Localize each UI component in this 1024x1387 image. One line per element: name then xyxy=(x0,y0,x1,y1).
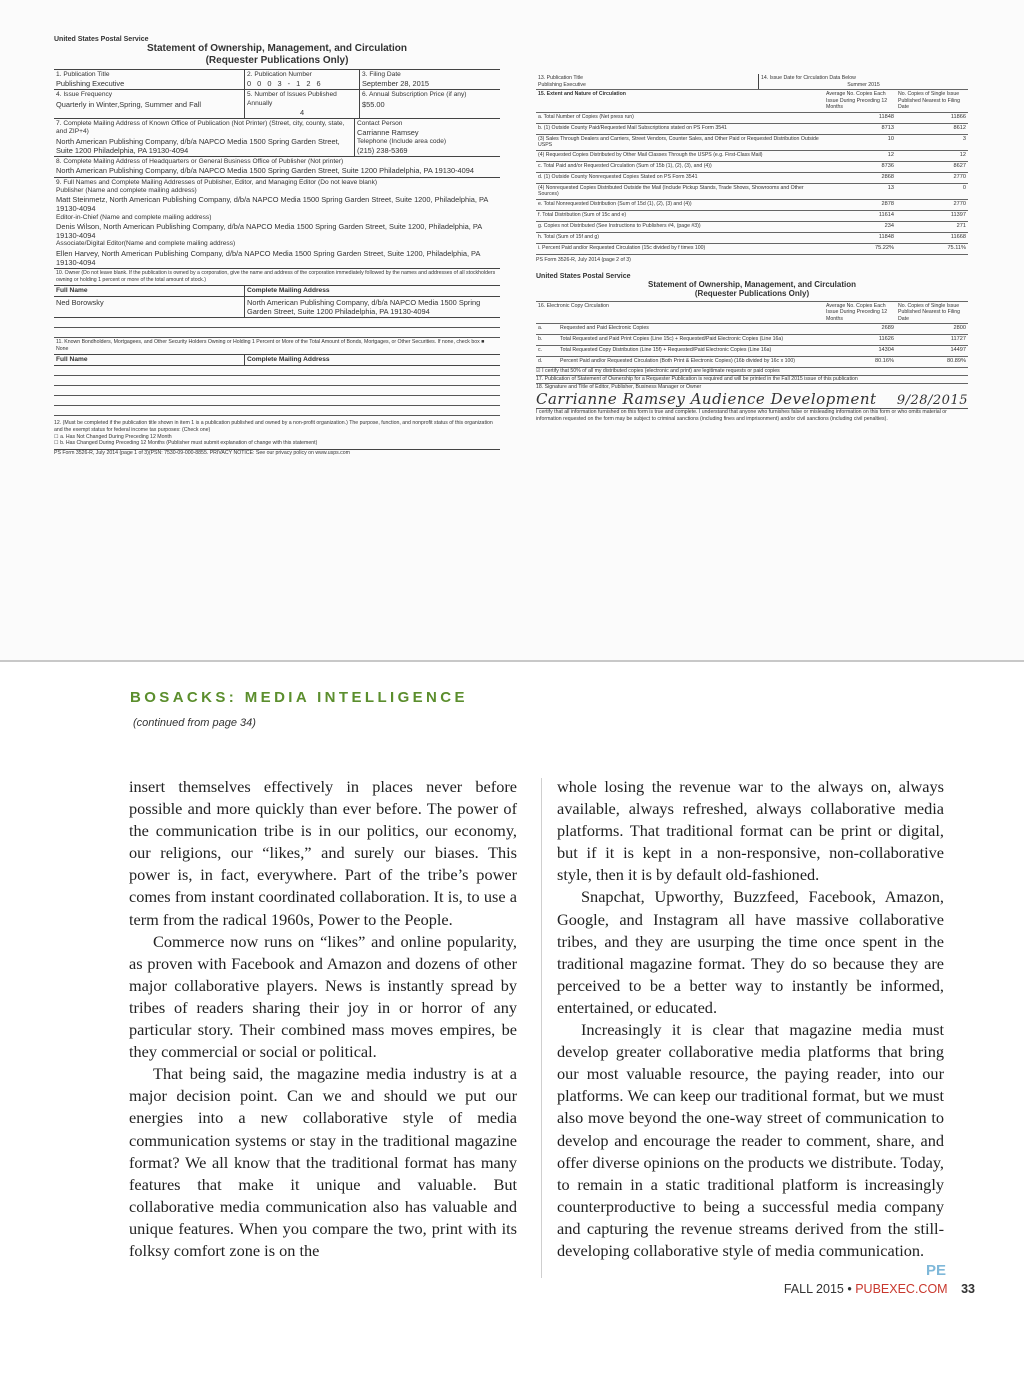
paragraph: That being said, the magazine media industry is at a major decision point. Can we and should we put our energies into a new collaborative style of media communication systems or stay in the traditional magazine format? We all know that the traditional format has many features that make it unique and valuable. But collaborative media communication also has valuable and unique features. When you compare the two, print with its folksy comfort zone is on the xyxy=(129,1064,517,1260)
form-row xyxy=(54,269,500,286)
paragraph: whole losing the revenue war to the always on, always available, always refreshed, always collaborative media platforms. That traditional format can be print or digital, but if it is kept in a non-responsive, non-collaborative style, then it is by default old-fashioned. xyxy=(557,777,944,885)
footer-site-link[interactable]: PUBEXEC.COM xyxy=(855,1282,948,1296)
row-letter: d. xyxy=(538,358,543,365)
row-label: g. Copies not Distributed (See Instructions to Publishers #4, (page #3)) xyxy=(538,222,701,229)
circulation-row xyxy=(536,124,968,135)
single-value: 14497 xyxy=(950,347,966,354)
single-value: 11866 xyxy=(950,113,966,120)
field-label: Telephone (Include area code) xyxy=(357,137,447,145)
form-title-line-2: (Requester Publications Only) xyxy=(205,54,349,66)
signature-row xyxy=(536,390,968,409)
none-label: None xyxy=(56,346,69,353)
field-value: Ellen Harvey, North American Publishing Company, d/b/a NAPCO Media 1500 Spring Garden Street, Suite 1200, Philadelphia, PA 19130-4094 xyxy=(56,248,480,267)
avg-value: 14304 xyxy=(878,347,894,354)
avg-value: 2689 xyxy=(881,325,894,332)
circulation-table xyxy=(536,113,968,255)
circulation-row xyxy=(536,244,968,255)
field-value: (215) 238-5369 xyxy=(357,145,408,155)
field-value: 0 0 0 3 - 1 2 6 xyxy=(247,79,323,89)
single-value: 271 xyxy=(956,222,966,229)
field-label: 6. Annual Subscription Price (if any) xyxy=(362,91,467,99)
avg-value: 8736 xyxy=(881,162,894,169)
circulation-row xyxy=(536,151,968,162)
page-2-note: PS Form 3526-R, July 2014 (page 2 of 3) xyxy=(536,256,631,263)
ownership-statement-scan xyxy=(0,0,1024,660)
pub-header-row xyxy=(536,74,968,90)
single-value: 80.89% xyxy=(947,358,966,365)
electronic-label: 16. Electronic Copy Circulation xyxy=(538,302,609,309)
signature-date: 9/28/2015 xyxy=(896,393,968,409)
article-column-left xyxy=(129,776,517,1262)
row-label: Requested and Paid Electronic Copies xyxy=(560,325,649,332)
avg-value: 80.16% xyxy=(875,358,894,365)
row-label: (4) Nonrequested Copies Distributed Outside the Mail (Include Pickup Stands, Trade Shows, Showrooms and Other Sources) xyxy=(538,184,804,197)
field-label: Editor-in-Chief (Name and complete mailing address) xyxy=(56,213,212,221)
field-label: 7. Complete Mailing Address of Known Office of Publication (Not Printer) (Street, city, county, state, and ZIP+4) xyxy=(56,120,345,136)
single-value: 2800 xyxy=(953,325,966,332)
circulation-row xyxy=(536,173,968,184)
row-label: b. (1) Outside County Paid/Requested Mail Subscriptions stated on PS Form 3541 xyxy=(538,124,727,131)
row-label: (4) Requested Copies Distributed by Other Mail Classes Through the USPS (e.g. First-Class Mail) xyxy=(538,151,763,158)
section-title: BOSACKS: MEDIA INTELLIGENCE xyxy=(130,689,468,706)
field-label: 13. Publication Title xyxy=(538,75,583,81)
row-label: f. Total Distribution (Sum of 15c and e) xyxy=(538,211,627,218)
avg-value: 2878 xyxy=(881,200,894,207)
electronic-table xyxy=(536,324,968,368)
form-title xyxy=(536,280,968,298)
single-value: 2770 xyxy=(953,173,966,180)
address-header: Complete Mailing Address xyxy=(247,355,330,363)
circulation-row xyxy=(536,200,968,211)
field-value: $55.00 xyxy=(362,99,385,109)
publication-label: 17. Publication of Statement of Ownership for a Requester Publication is required and will be printed in the Fall 2015 issue of this publication xyxy=(536,375,968,383)
single-value: 75.11% xyxy=(947,244,966,251)
field-value: Summer 2015 xyxy=(847,81,880,88)
field-value: North American Publishing Company, d/b/a NAPCO Media 1500 Spring Garden Street, Suite 1200 Philadelphia, PA 19130-4094 xyxy=(56,166,474,176)
form-row xyxy=(54,90,500,119)
field-value: 4 xyxy=(299,107,305,117)
extent-label: 15. Extent and Nature of Circulation xyxy=(538,91,626,97)
row-label: h. Total (Sum of 15f and g) xyxy=(538,233,600,240)
single-value: 3 xyxy=(962,135,966,142)
owner-table-header xyxy=(54,286,500,297)
column-divider xyxy=(541,778,542,1278)
form-fields xyxy=(54,69,500,457)
avg-value: 13 xyxy=(887,184,894,191)
electronic-header-row xyxy=(536,301,968,325)
paragraph: insert themselves effectively in places never before possible and more quickly than ever before. The power of the communication tribe is in our politics, our economy, our religions, our “likes,” and surely our biases. This power is, in fact, everywhere. Part of the tribe’s power comes from instant coordinated collaboration. It is, to use a term from the radical 1960s, Power to the People. xyxy=(129,777,517,929)
form-row xyxy=(54,178,500,269)
row-label: i. Percent Paid and/or Requested Circulation (15c divided by f times 100) xyxy=(538,244,706,251)
avg-value: 11848 xyxy=(878,233,894,240)
field-value: Denis Wilson, North American Publishing Company, d/b/a NAPCO Media 1500 Spring Garden Street, Suite 1200, Philadelphia, PA 19130-4094 xyxy=(56,221,482,241)
form-title-line-1: Statement of Ownership, Management, and Circulation xyxy=(647,280,857,290)
column-header-row xyxy=(536,90,968,113)
circulation-row xyxy=(536,162,968,173)
signature-label: 18. Signature and Title of Editor, Publisher, Business Manager or Owner xyxy=(536,383,968,391)
tax-option-a: ☐ a. Has Not Changed During Preceding 12 Month xyxy=(54,433,172,440)
single-value: 11727 xyxy=(950,336,966,343)
field-label: Publisher (Name and complete mailing address) xyxy=(56,186,197,194)
row-label: Total Requested and Paid Print Copies (Line 15c) + Requested/Paid Electronic Copies (Line 16a) xyxy=(560,336,784,343)
certify-checkbox-row: ☑ I certify that 50% of all my distributed copies (electronic and print) are legitimate requests or paid copies xyxy=(536,368,780,375)
field-value: Quarterly in Winter,Spring, Summer and Fall xyxy=(56,99,201,109)
field-label: 8. Complete Mailing Address of Headquarters or General Business Office of Publisher (Not printer) xyxy=(56,158,344,166)
paragraph: Commerce now runs on “likes” and online popularity, as proven with Facebook and Amazon and dozens of other major collaborative players. News is instantly spread by tribes of readers sharing their joy in or horror of any particular story. Their combined mass moves empires, be they commercial or social or political. xyxy=(129,931,517,1062)
circulation-row xyxy=(536,135,968,151)
paragraph: Snapchat, Upworthy, Buzzfeed, Facebook, Amazon, Google, and Instagram all have massive collaborative tribes, and they are usurping the time once spent in the traditional magazine format. They do so because they are perceived to be a better way to instantly be informed, entertained, or educated. xyxy=(557,887,944,1017)
avg-value: 11614 xyxy=(878,211,894,218)
single-value: 2770 xyxy=(953,200,966,207)
field-label: 9. Full Names and Complete Mailing Addresses of Publisher, Editor, and Managing Editor (Do not leave blank) xyxy=(56,178,378,186)
field-value: Carrianne Ramsey xyxy=(357,128,419,138)
form-row xyxy=(54,70,500,90)
single-value: 11668 xyxy=(950,233,966,240)
certify-text: I certify that all information furnished on this form is true and complete. I understand that anyone who furnishes false or misleading information on this form or who omits material or information requested on the form may be subject to criminal sanctions (including fines and imprisonment) and/or civil sanctions (including civil penalties). xyxy=(536,409,947,423)
circulation-row xyxy=(536,346,968,357)
page-divider xyxy=(0,660,1024,662)
form-row: 11. Known Bondholders, Mortgagees, and Other Security Holders Owning or Holding 1 Percent or More of the Total Amount of Bonds, Mortgages, or Other Securities. If none, check box ■ None xyxy=(54,338,500,355)
signature: Carrianne Ramsey Audience Development xyxy=(536,390,877,409)
single-value: 8612 xyxy=(953,124,966,131)
footer-issue: FALL 2015 xyxy=(783,1282,844,1296)
avg-value: 234 xyxy=(884,222,894,229)
page-footer xyxy=(784,1282,975,1296)
avg-value: 10 xyxy=(887,135,894,142)
row-label: Percent Paid and/or Requested Circulation (Both Print & Electronic Copies) (16b divided by 16c x 100) xyxy=(560,358,796,365)
single-value: 12 xyxy=(959,151,966,158)
owner-address: North American Publishing Company, d/b/a NAPCO Media 1500 Spring Garden Street, Suite 1200 Philadelphia, PA 19130-4094 xyxy=(247,297,481,317)
field-label: Contact Person xyxy=(357,120,403,128)
owner-instructions: 10. Owner (Do not leave blank. If the publication is owned by a corporation, give the name and address of the corporation immediately followed by the names and addresses of all stockholders owning or holding 1 percent or more of the total amount of stock.) xyxy=(56,270,496,283)
circulation-row xyxy=(536,335,968,346)
field-value: Publishing Executive xyxy=(56,79,125,89)
field-label: 14. Issue Date for Circulation Data Below xyxy=(761,75,856,81)
field-value: Matt Steinmetz, North American Publishing Company, d/b/a NAPCO Media 1500 Spring Garden Street, Suite 1200, Philadelphia, PA 19130-4094 xyxy=(56,195,488,214)
owner-name: Ned Borowsky xyxy=(54,297,245,318)
single-value: 0 xyxy=(962,184,966,191)
circulation-row xyxy=(536,184,968,200)
tax-status-label: 12. (Must be completed if the publication title shown in item 1 is a publication published and owned by a non-profit organization.) The purpose, function, and nonprofit status of this organization and the exempt status for federal income tax purposes: (Check one) xyxy=(54,420,493,433)
circulation-row xyxy=(536,211,968,222)
row-label: (3) Sales Through Dealers and Carriers, Street Vendors, Counter Sales, and Other Paid or Requested Distribution Outside USPS xyxy=(538,135,819,148)
statement-form-page-1 xyxy=(54,36,500,512)
single-column-header: No. Copies of Single Issue Published Nearest to Filing Date xyxy=(898,302,960,322)
avg-value: 2868 xyxy=(881,173,894,180)
full-name-header: Full Name xyxy=(54,286,245,296)
avg-value: 11626 xyxy=(878,336,894,343)
form-row xyxy=(54,119,500,157)
field-value: Publishing Executive xyxy=(538,81,586,88)
owner-table-header xyxy=(54,355,500,366)
single-column-header: No. Copies of Single Issue Published Nearest to Filing Date xyxy=(898,91,960,110)
end-mark: PE xyxy=(926,1262,947,1279)
circulation-row xyxy=(536,233,968,244)
circulation-row xyxy=(536,357,968,368)
row-label: d. (1) Outside County Nonrequested Copies Stated on PS Form 3541 xyxy=(538,173,698,180)
full-name-header: Full Name xyxy=(54,355,245,365)
field-label: 5. Number of Issues Published Annually xyxy=(247,91,337,107)
avg-value: 12 xyxy=(887,151,894,158)
form-agency: United States Postal Service xyxy=(536,273,631,281)
circulation-row xyxy=(536,113,968,124)
form-footer-note: PS Form 3526-R, July 2014 (page 1 of 3)(PSN: 7530-09-000-8855. PRIVACY NOTICE: See our privacy policy on www.usps.com xyxy=(54,449,500,457)
row-label: a. Total Number of Copies (Net press run) xyxy=(538,113,634,120)
field-label: Associate/Digital Editor(Name and complete mailing address) xyxy=(56,240,236,248)
row-label: e. Total Nonrequested Distribution (Sum of 15d (1), (2), (3) and (4)) xyxy=(538,200,692,207)
single-value: 8627 xyxy=(953,162,966,169)
form-agency: United States Postal Service xyxy=(54,36,149,43)
bondholders-label: 11. Known Bondholders, Mortgagees, and Other Security Holders Owning or Holding 1 Percent or More of the Total Amount of Bonds, Mortgages, or Other Securities. If none, check box xyxy=(56,339,480,346)
form-title xyxy=(54,43,500,66)
row-letter: c. xyxy=(538,347,543,354)
field-value: September 28, 2015 xyxy=(362,79,429,89)
avg-value: 8713 xyxy=(881,124,894,131)
field-value: North American Publishing Company, d/b/a NAPCO Media 1500 Spring Garden Street, Suite 1200 Philadelphia, PA 19130-4094 xyxy=(56,136,340,155)
avg-column-header: Average No. Copies Each Issue During Preceding 12 Months xyxy=(826,302,888,322)
row-label: Total Requested Copy Distribution (Line 15f) + Requested/Paid Electronic Copies (Line 16a) xyxy=(560,347,772,354)
avg-column-header: Average No. Copies Each Issue During Preceding 12 Months xyxy=(826,91,888,110)
avg-value: 75.22% xyxy=(875,244,894,251)
avg-value: 11848 xyxy=(878,113,894,120)
page-number: 33 xyxy=(961,1282,975,1296)
form-row xyxy=(54,157,500,177)
form-title-line-2: (Requester Publications Only) xyxy=(694,289,810,299)
footer-bullet: • xyxy=(847,1282,852,1296)
article-column-right xyxy=(557,776,944,1262)
row-letter: a. xyxy=(538,325,543,332)
circulation-row xyxy=(536,324,968,335)
single-value: 11397 xyxy=(950,211,966,218)
circulation-row xyxy=(536,222,968,233)
continued-note: (continued from page 34) xyxy=(133,717,256,729)
address-header: Complete Mailing Address xyxy=(247,286,330,294)
field-label: 1. Publication Title xyxy=(56,71,110,78)
owner-row xyxy=(54,297,500,319)
paragraph: Increasingly it is clear that magazine media must develop greater collaborative media platforms that bring our most valuable resource, the paying reader, into our platforms. We can keep our traditional format, but we must also move beyond the one-way street of communication to develop and encourage the reader to comment, share, and offer diverse opinions on the products we distribute. Today, to remain in a static traditional platform is increasingly counterproductive to being a successful media company and capturing the revenue streams derived from the still-developing collaborative style of media communication. xyxy=(557,1020,944,1260)
statement-form-page-2 xyxy=(536,74,968,634)
tax-option-b: ☐ b. Has Changed During Preceding 12 Months (Publisher must submit explanation of change with this statement) xyxy=(54,440,318,447)
row-letter: b. xyxy=(538,336,543,343)
field-label: 4. Issue Frequency xyxy=(56,91,113,99)
field-label: 3. Filing Date xyxy=(362,71,401,78)
row-label: c. Total Paid and/or Requested Circulation (Sum of 15b (1), (2), (3), and (4)) xyxy=(538,162,712,169)
field-label: 2. Publication Number xyxy=(247,71,312,78)
form-title-line-1: Statement of Ownership, Management, and Circulation xyxy=(146,43,408,54)
